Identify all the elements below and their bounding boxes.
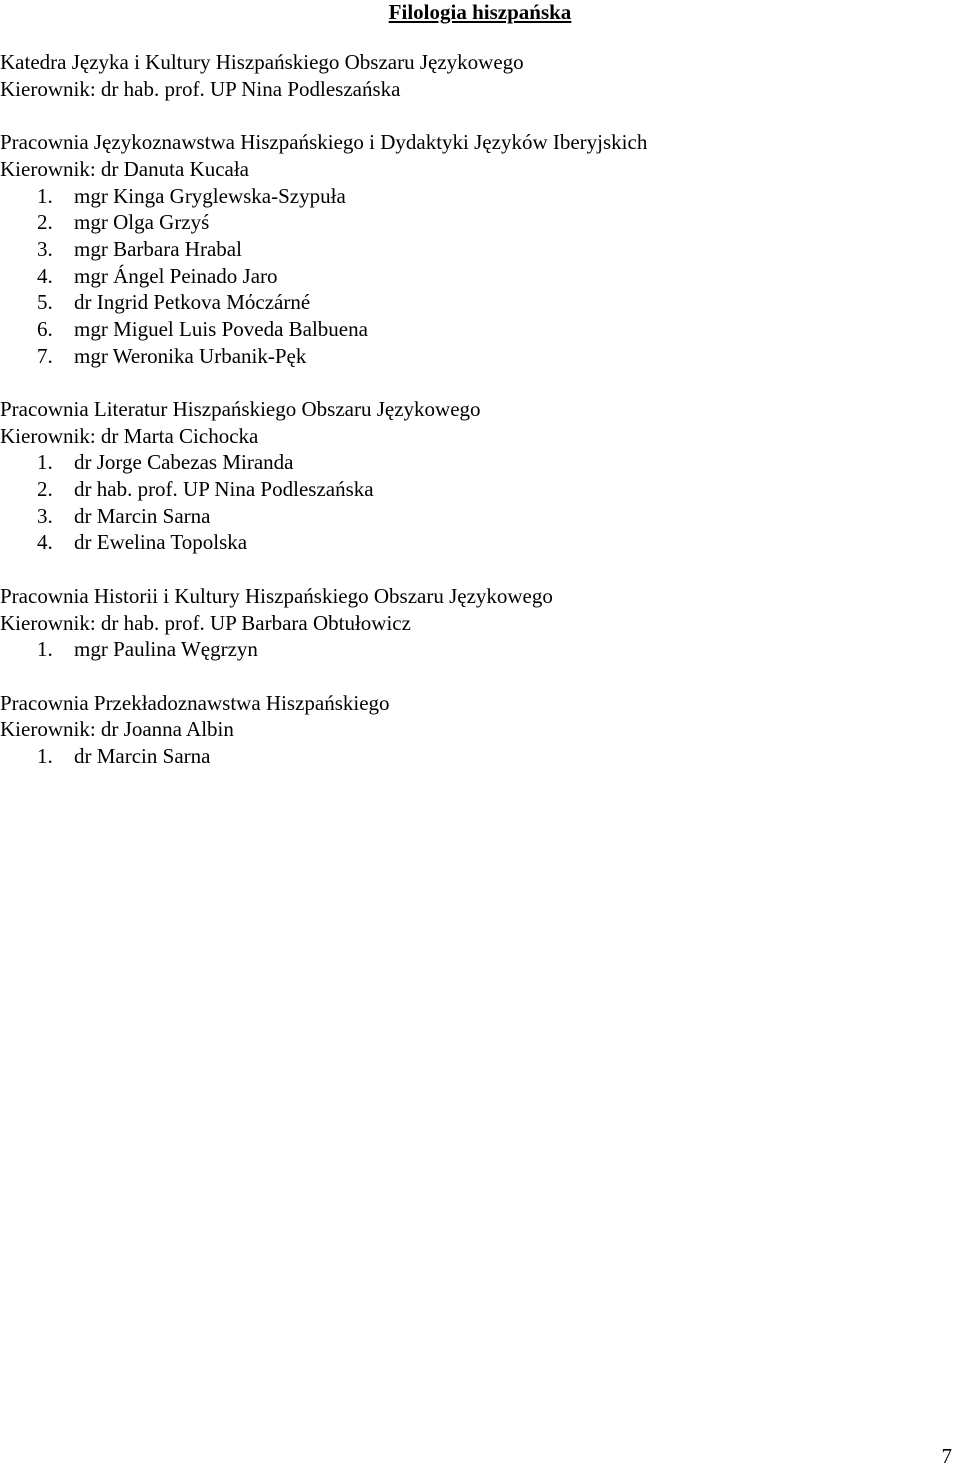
unit-section xyxy=(0,396,950,556)
member-name: mgr Olga Grzyś xyxy=(74,210,210,235)
list-item xyxy=(0,316,950,343)
member-number: 1. xyxy=(37,183,53,208)
list-item xyxy=(0,343,950,370)
member-name: mgr Miguel Luis Poveda Balbuena xyxy=(74,316,368,341)
member-name: dr Marcin Sarna xyxy=(74,744,211,769)
unit-head: Kierownik: dr hab. prof. UP Barbara Obtułowicz xyxy=(0,610,411,635)
member-number: 3. xyxy=(37,503,53,528)
list-item xyxy=(0,476,950,503)
member-number: 1. xyxy=(37,637,53,662)
member-name: mgr Paulina Węgrzyn xyxy=(74,637,258,662)
member-name: mgr Kinga Gryglewska-Szypuła xyxy=(74,183,346,208)
member-name: dr Marcin Sarna xyxy=(74,503,211,528)
member-name: mgr Weronika Urbanik-Pęk xyxy=(74,343,307,368)
member-list xyxy=(0,743,950,770)
list-item xyxy=(0,503,950,530)
unit-name: Pracownia Literatur Hiszpańskiego Obszaru Językowego xyxy=(0,397,481,421)
department-head: Kierownik: dr hab. prof. UP Nina Podleszańska xyxy=(0,76,401,101)
unit-head: Kierownik: dr Danuta Kucała xyxy=(0,156,249,181)
page-title: Filologia hiszpańska xyxy=(388,0,572,24)
member-name: dr Ingrid Petkova Mόczárné xyxy=(74,290,311,315)
member-number: 6. xyxy=(37,316,53,341)
list-item xyxy=(0,183,950,210)
unit-section xyxy=(0,583,950,663)
member-list xyxy=(0,183,950,370)
member-name: dr hab. prof. UP Nina Podleszańska xyxy=(74,477,374,502)
member-number: 4. xyxy=(37,263,53,288)
list-item xyxy=(0,636,950,663)
department-section xyxy=(0,49,950,102)
member-number: 5. xyxy=(37,290,53,315)
unit-name: Pracownia Historii i Kultury Hiszpańskiego Obszaru Językowego xyxy=(0,583,553,608)
member-number: 4. xyxy=(37,530,53,555)
list-item xyxy=(0,209,950,236)
list-item xyxy=(0,236,950,263)
member-name: dr Ewelina Topolska xyxy=(74,530,248,555)
member-name: mgr Ángel Peinado Jaro xyxy=(74,263,278,288)
member-name: mgr Barbara Hrabal xyxy=(74,236,242,261)
member-number: 2. xyxy=(37,210,53,235)
list-item xyxy=(0,743,950,770)
list-item xyxy=(0,449,950,476)
document-body xyxy=(0,49,950,796)
member-number: 2. xyxy=(37,477,53,502)
list-item xyxy=(0,263,950,290)
member-name: dr Jorge Cabezas Miranda xyxy=(74,450,294,475)
unit-name: Pracownia Przekładoznawstwa Hiszpańskiego xyxy=(0,690,390,715)
unit-section xyxy=(0,129,950,369)
unit-section xyxy=(0,690,950,770)
page-number: 7 xyxy=(941,1444,952,1468)
member-list xyxy=(0,449,950,556)
member-number: 3. xyxy=(37,236,53,261)
department-name: Katedra Języka i Kultury Hiszpańskiego Obszaru Językowego xyxy=(0,50,524,74)
list-item xyxy=(0,529,950,556)
member-number: 1. xyxy=(37,744,53,769)
member-number: 1. xyxy=(37,450,53,475)
member-number: 7. xyxy=(37,343,53,368)
unit-name: Pracownia Językoznawstwa Hiszpańskiego i Dydaktyki Języków Iberyjskich xyxy=(0,130,648,155)
unit-head: Kierownik: dr Joanna Albin xyxy=(0,717,234,742)
unit-head: Kierownik: dr Marta Cichocka xyxy=(0,423,259,448)
member-list xyxy=(0,636,950,663)
list-item xyxy=(0,289,950,316)
